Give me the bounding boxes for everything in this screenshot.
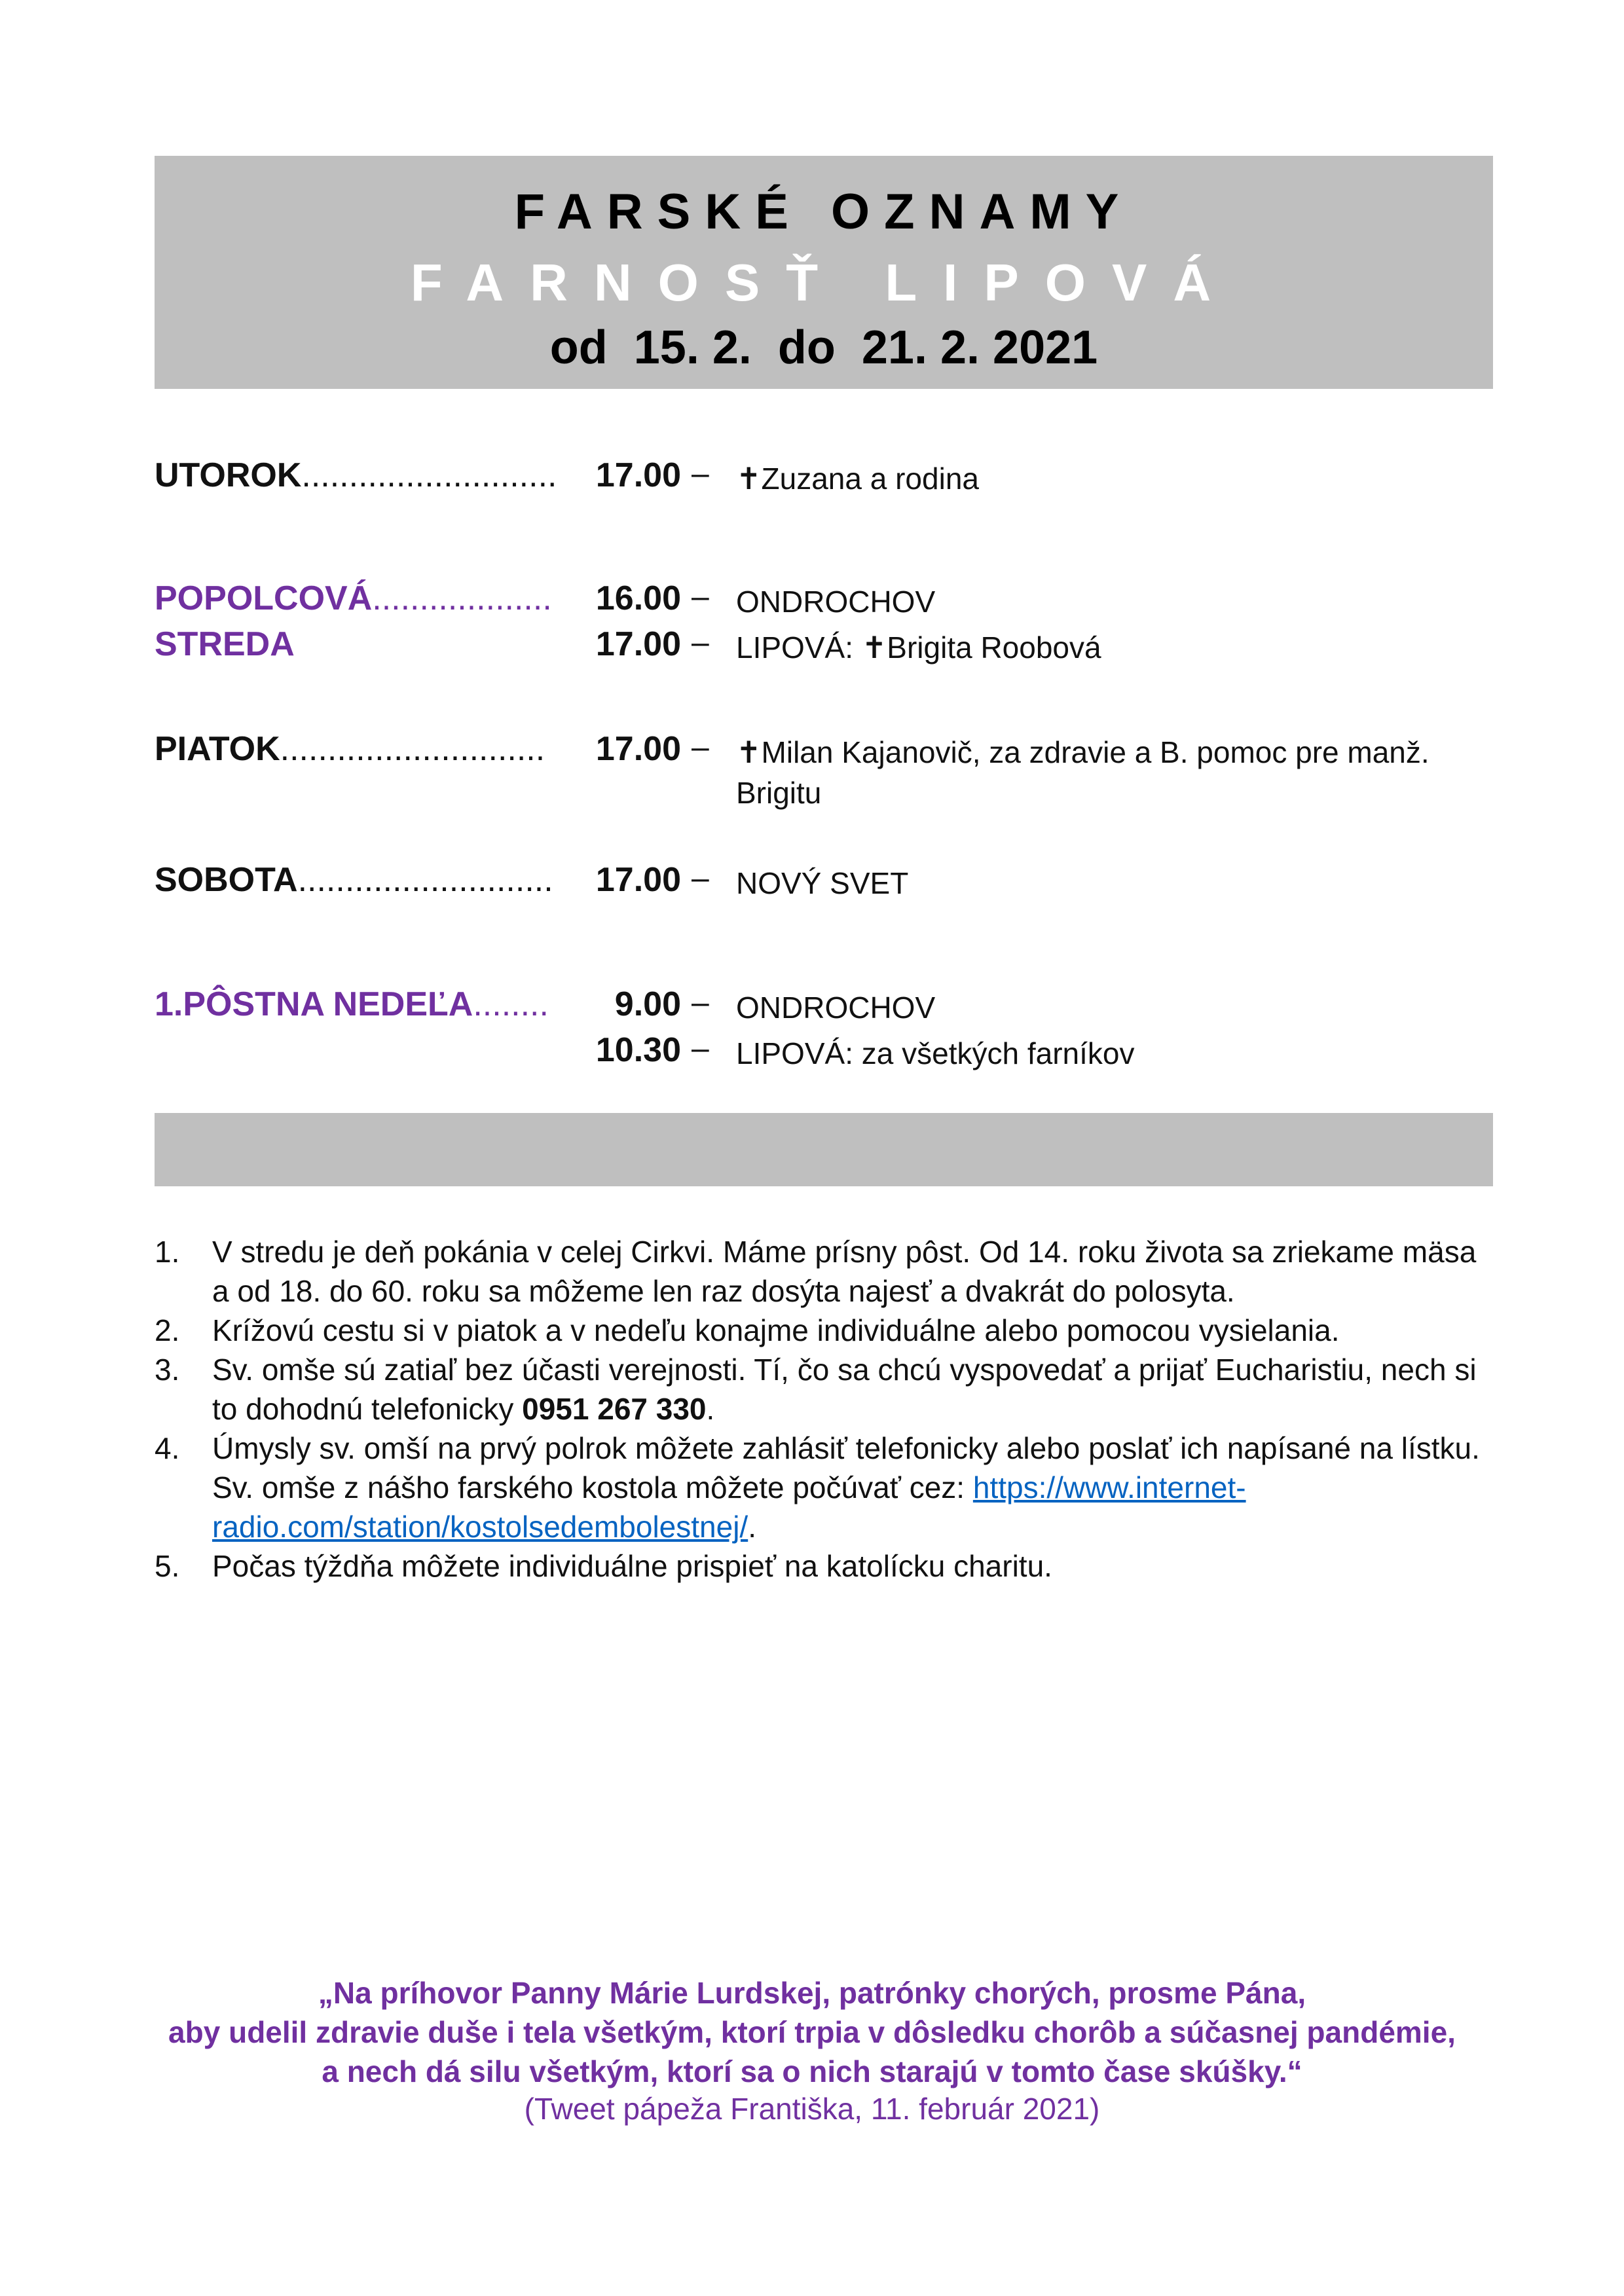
mass-time: 17.00: [595, 625, 681, 663]
leader-dots: ...................: [372, 579, 552, 617]
schedule-row-sobota: [155, 860, 1493, 906]
leader-dots: ............................: [280, 730, 545, 768]
mass-intention-continued: Brigitu: [736, 776, 822, 810]
announcement-item: [155, 1429, 1493, 1546]
mass-intention: LIPOVÁ: za všetkých farníkov: [736, 1036, 1135, 1070]
item-number: 1.: [155, 1235, 180, 1269]
item-text-end: .: [748, 1510, 756, 1544]
announcement-item: [155, 1546, 1493, 1586]
mass-time: 10.30: [595, 1031, 681, 1069]
quote-source: (Tweet pápeža Františka, 11. február 2021): [524, 2092, 1100, 2126]
mass-time: 9.00: [614, 985, 681, 1023]
schedule-row-piatok: [155, 729, 1493, 821]
item-number: 5.: [155, 1549, 180, 1583]
dash: –: [692, 625, 709, 660]
leader-dots: ........: [473, 985, 549, 1023]
parish-name: FARNOSŤ LIPOVÁ: [410, 253, 1238, 312]
schedule-row-utorok: [155, 456, 1493, 501]
item-text: Sv. omše sú zatiaľ bez účasti verejnosti. Tí, čo sa chcú vyspovedať a prijať Eucharistiu, nech si to dohodnú telefonicky: [212, 1353, 1477, 1426]
schedule-row-streda: [155, 625, 1493, 670]
dash: –: [692, 861, 709, 896]
mass-time: 17.00: [595, 730, 681, 768]
page-title: FARSKÉ OZNAMY: [514, 184, 1134, 240]
item-number: 3.: [155, 1353, 180, 1387]
mass-time: 16.00: [595, 579, 681, 617]
announcement-list: [155, 1232, 1493, 1586]
mass-intention: ✝Zuzana a rodina: [736, 462, 979, 496]
mass-time: 17.00: [595, 861, 681, 899]
mass-intention: NOVÝ SVET: [736, 866, 909, 900]
mass-time: 17.00: [595, 456, 681, 494]
item-text: Počas týždňa môžete individuálne prispieť na katolícku charitu.: [212, 1549, 1052, 1583]
schedule-row-nedela: [155, 985, 1493, 1030]
section-divider: [155, 1113, 1493, 1186]
header-banner: [155, 156, 1493, 389]
mass-intention: LIPOVÁ: ✝Brigita Roobová: [736, 630, 1101, 665]
item-number: 4.: [155, 1431, 180, 1465]
dash: –: [692, 579, 709, 614]
dash: –: [692, 456, 709, 491]
quote-line: a nech dá silu všetkým, ktorí sa o nich starajú v tomto čase skúšky.“: [322, 2054, 1302, 2088]
day-label: PIATOK: [155, 730, 280, 768]
item-text: Úmysly sv. omší na prvý polrok môžete zahlásiť telefonicky alebo poslať ich napísané na lístku. Sv. omše z nášho farského kostola môžete počúvať cez:: [212, 1431, 1480, 1504]
item-text: V stredu je deň pokánia v celej Cirkvi. Máme prísny pôst. Od 14. roku života sa zriekame mäsa a od 18. do 60. roku sa môžeme len raz dosýta najesť a dvakrát do polosyta.: [212, 1235, 1477, 1308]
quote-line: aby udelil zdravie duše i tela všetkým, ktorí trpia v dôsledku chorôb a súčasnej pandémie,: [168, 2015, 1456, 2049]
item-number: 2.: [155, 1313, 180, 1347]
radio-stream-link[interactable]: https://www.internet-radio.com/station/kostolsedembolestnej/: [212, 1470, 1246, 1544]
day-label: SOBOTA: [155, 861, 298, 899]
day-label: STREDA: [155, 625, 295, 663]
dash: –: [692, 730, 709, 765]
leader-dots: ...........................: [297, 861, 553, 899]
mass-intention: ✝Milan Kajanovič, za zdravie a B. pomoc pre manž.: [736, 735, 1430, 769]
phone-number: 0951 267 330: [522, 1392, 707, 1426]
quote-line: „Na príhovor Panny Márie Lurdskej, patrónky chorých, prosme Pána,: [318, 1976, 1306, 2010]
announcement-item: [155, 1350, 1493, 1429]
item-text-end: .: [706, 1392, 715, 1426]
announcement-item: [155, 1232, 1493, 1311]
announcement-item: [155, 1311, 1493, 1350]
day-label: UTOROK: [155, 456, 302, 494]
dash: –: [692, 985, 709, 1020]
day-label: 1.PÔSTNA NEDEĽA: [155, 985, 473, 1023]
schedule-row-popolcova: [155, 579, 1493, 625]
day-label: POPOLCOVÁ: [155, 579, 373, 617]
pope-quote: [0, 1973, 1624, 2091]
date-range: od 15. 2. do 21. 2. 2021: [549, 321, 1098, 374]
schedule-row-nedela-2: [155, 1030, 1493, 1076]
mass-intention: ONDROCHOV: [736, 585, 936, 619]
leader-dots: ...........................: [301, 456, 557, 494]
mass-intention: ONDROCHOV: [736, 991, 936, 1025]
item-text: Krížovú cestu si v piatok a v nedeľu konajme individuálne alebo pomocou vysielania.: [212, 1313, 1340, 1347]
dash: –: [692, 1031, 709, 1066]
